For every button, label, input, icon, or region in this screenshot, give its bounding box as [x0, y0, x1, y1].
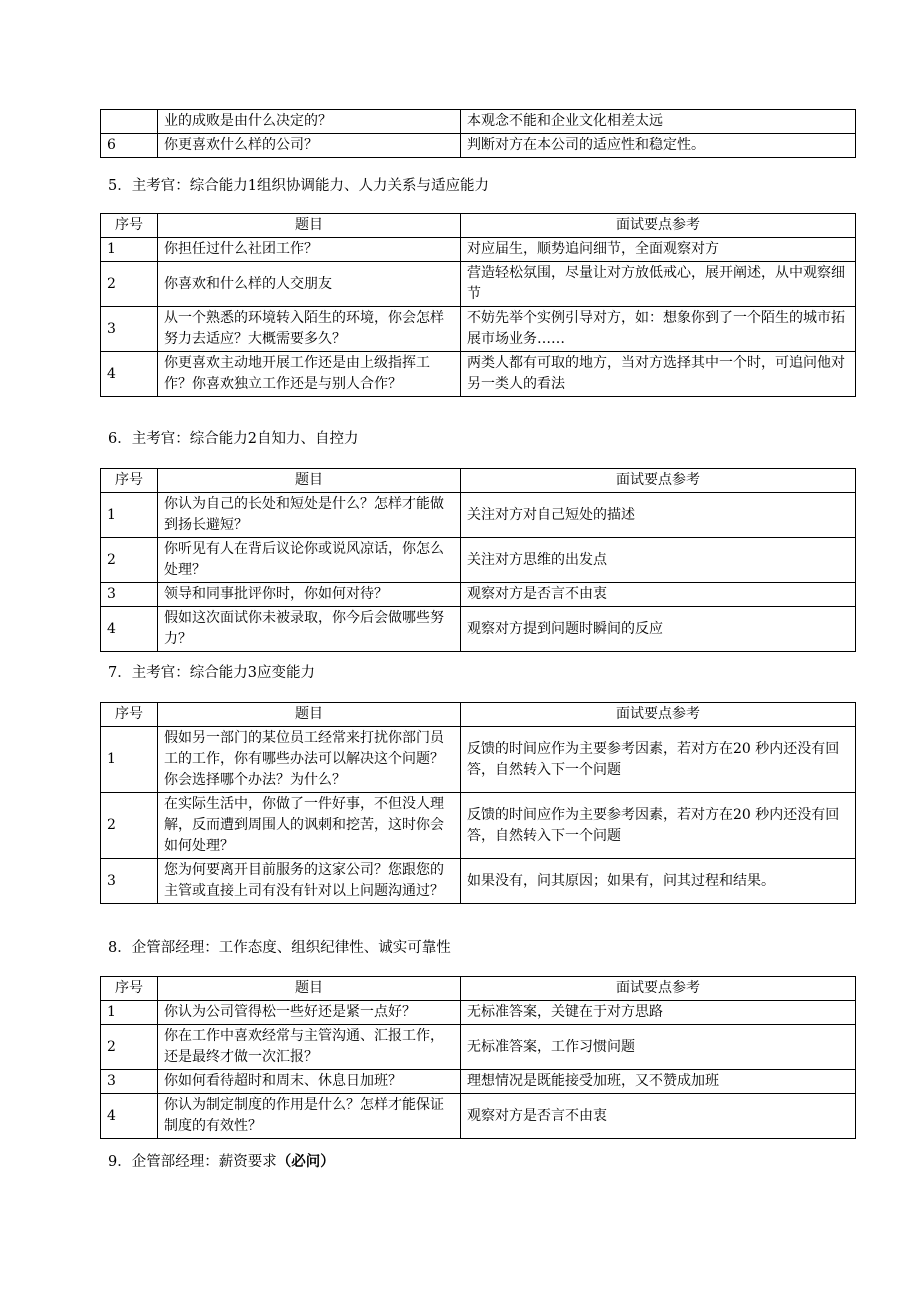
row-number: 2 — [101, 538, 158, 583]
table-row — [101, 727, 856, 793]
section-title-8: 8．企管部经理：工作态度、组织纪律性、诚实可靠性 — [108, 940, 451, 956]
reference-cell: 判断对方在本公司的适应性和稳定性。 — [461, 134, 856, 158]
header-row — [101, 703, 856, 727]
row-number: 3 — [101, 859, 158, 904]
continued-table — [100, 109, 856, 158]
question-cell: 业的成败是由什么决定的？ — [158, 110, 461, 134]
table-row — [101, 110, 856, 134]
reference-cell: 反馈的时间应作为主要参考因素，若对方在20 秒内还没有回答，自然转入下一个问题 — [461, 793, 856, 859]
question-cell: 从一个熟悉的环境转入陌生的环境，你会怎样努力去适应？大概需要多久？ — [158, 307, 461, 352]
question-cell: 假如这次面试你未被录取，你今后会做哪些努力？ — [158, 607, 461, 652]
row-number: 4 — [101, 1094, 158, 1139]
section-9-required-note: （必问） — [276, 1153, 335, 1170]
table-row — [101, 1094, 856, 1139]
question-cell: 领导和同事批评你时，你如何对待？ — [158, 583, 461, 607]
table-row — [101, 307, 856, 352]
row-number: 1 — [101, 1001, 158, 1025]
section-9-title-text: 9．企管部经理：薪资要求 — [108, 1154, 277, 1170]
question-cell: 你认为制定制度的作用是什么？怎样才能保证制度的有效性？ — [158, 1094, 461, 1139]
header-reference: 面试要点参考 — [461, 703, 856, 727]
reference-cell: 理想情况是既能接受加班，又不赞成加班 — [461, 1070, 856, 1094]
question-cell: 你如何看待超时和周末、休息日加班？ — [158, 1070, 461, 1094]
header-num: 序号 — [101, 977, 158, 1001]
header-reference: 面试要点参考 — [461, 214, 856, 238]
header-reference: 面试要点参考 — [461, 469, 856, 493]
header-row — [101, 977, 856, 1001]
table-row — [101, 1001, 856, 1025]
header-num: 序号 — [101, 469, 158, 493]
header-reference: 面试要点参考 — [461, 977, 856, 1001]
table-row — [101, 859, 856, 904]
section-7-table — [100, 702, 856, 904]
reference-cell: 观察对方是否言不由衷 — [461, 1094, 856, 1139]
table-row — [101, 262, 856, 307]
reference-cell: 无标准答案，关键在于对方思路 — [461, 1001, 856, 1025]
row-number: 2 — [101, 262, 158, 307]
table-row — [101, 1070, 856, 1094]
question-cell: 你喜欢和什么样的人交朋友 — [158, 262, 461, 307]
reference-cell: 关注对方思维的出发点 — [461, 538, 856, 583]
table-row — [101, 607, 856, 652]
header-row — [101, 214, 856, 238]
row-number: 1 — [101, 493, 158, 538]
header-question: 题目 — [158, 977, 461, 1001]
row-number: 3 — [101, 583, 158, 607]
section-6-table — [100, 468, 856, 652]
reference-cell: 如果没有，问其原因；如果有，问其过程和结果。 — [461, 859, 856, 904]
reference-cell: 不妨先举个实例引导对方，如：想象你到了一个陌生的城市拓展市场业务…… — [461, 307, 856, 352]
row-number: 2 — [101, 1025, 158, 1070]
row-number: 1 — [101, 238, 158, 262]
table-row — [101, 134, 856, 158]
reference-cell: 关注对方对自己短处的描述 — [461, 493, 856, 538]
question-cell: 你认为自己的长处和短处是什么？怎样才能做到扬长避短？ — [158, 493, 461, 538]
section-title-7: 7．主考官：综合能力3应变能力 — [108, 665, 315, 681]
table-row — [101, 583, 856, 607]
row-number: 4 — [101, 352, 158, 397]
question-cell: 你在工作中喜欢经常与主管沟通、汇报工作，还是最终才做一次汇报？ — [158, 1025, 461, 1070]
reference-cell: 观察对方提到问题时瞬间的反应 — [461, 607, 856, 652]
table-row — [101, 538, 856, 583]
header-question: 题目 — [158, 469, 461, 493]
section-5-table — [100, 213, 856, 397]
section-8-table — [100, 976, 856, 1139]
row-number: 2 — [101, 793, 158, 859]
header-num: 序号 — [101, 214, 158, 238]
header-num: 序号 — [101, 703, 158, 727]
question-cell: 你更喜欢主动地开展工作还是由上级指挥工作？你喜欢独立工作还是与别人合作？ — [158, 352, 461, 397]
header-question: 题目 — [158, 214, 461, 238]
header-question: 题目 — [158, 703, 461, 727]
header-row — [101, 469, 856, 493]
row-number — [101, 110, 158, 134]
question-cell: 你认为公司管得松一些好还是紧一点好？ — [158, 1001, 461, 1025]
section-title-6: 6．主考官：综合能力2自知力、自控力 — [108, 431, 359, 447]
row-number: 3 — [101, 307, 158, 352]
section-title-9 — [108, 1152, 335, 1172]
reference-cell: 无标准答案，工作习惯问题 — [461, 1025, 856, 1070]
table-row — [101, 352, 856, 397]
question-cell: 您为何要离开目前服务的这家公司？您跟您的主管或直接上司有没有针对以上问题沟通过？ — [158, 859, 461, 904]
reference-cell: 反馈的时间应作为主要参考因素，若对方在20 秒内还没有回答，自然转入下一个问题 — [461, 727, 856, 793]
question-cell: 你更喜欢什么样的公司？ — [158, 134, 461, 158]
reference-cell: 本观念不能和企业文化相差太远 — [461, 110, 856, 134]
table-row — [101, 493, 856, 538]
table-row — [101, 1025, 856, 1070]
question-cell: 在实际生活中，你做了一件好事，不但没人理解，反而遭到周围人的讽刺和挖苦，这时你会如何处理？ — [158, 793, 461, 859]
reference-cell: 对应届生，顺势追问细节，全面观察对方 — [461, 238, 856, 262]
question-cell: 假如另一部门的某位员工经常来打扰你部门员工的工作，你有哪些办法可以解决这个问题？你会选择哪个办法？为什么？ — [158, 727, 461, 793]
row-number: 1 — [101, 727, 158, 793]
table-row — [101, 238, 856, 262]
reference-cell: 观察对方是否言不由衷 — [461, 583, 856, 607]
table-row — [101, 793, 856, 859]
row-number: 6 — [101, 134, 158, 158]
section-title-5: 5．主考官：综合能力1组织协调能力、人力关系与适应能力 — [108, 178, 489, 194]
question-cell: 你担任过什么社团工作？ — [158, 238, 461, 262]
reference-cell: 两类人都有可取的地方，当对方选择其中一个时，可追问他对另一类人的看法 — [461, 352, 856, 397]
question-cell: 你听见有人在背后议论你或说风凉话，你怎么处理？ — [158, 538, 461, 583]
reference-cell: 营造轻松氛围，尽量让对方放低戒心，展开阐述，从中观察细节 — [461, 262, 856, 307]
row-number: 4 — [101, 607, 158, 652]
row-number: 3 — [101, 1070, 158, 1094]
